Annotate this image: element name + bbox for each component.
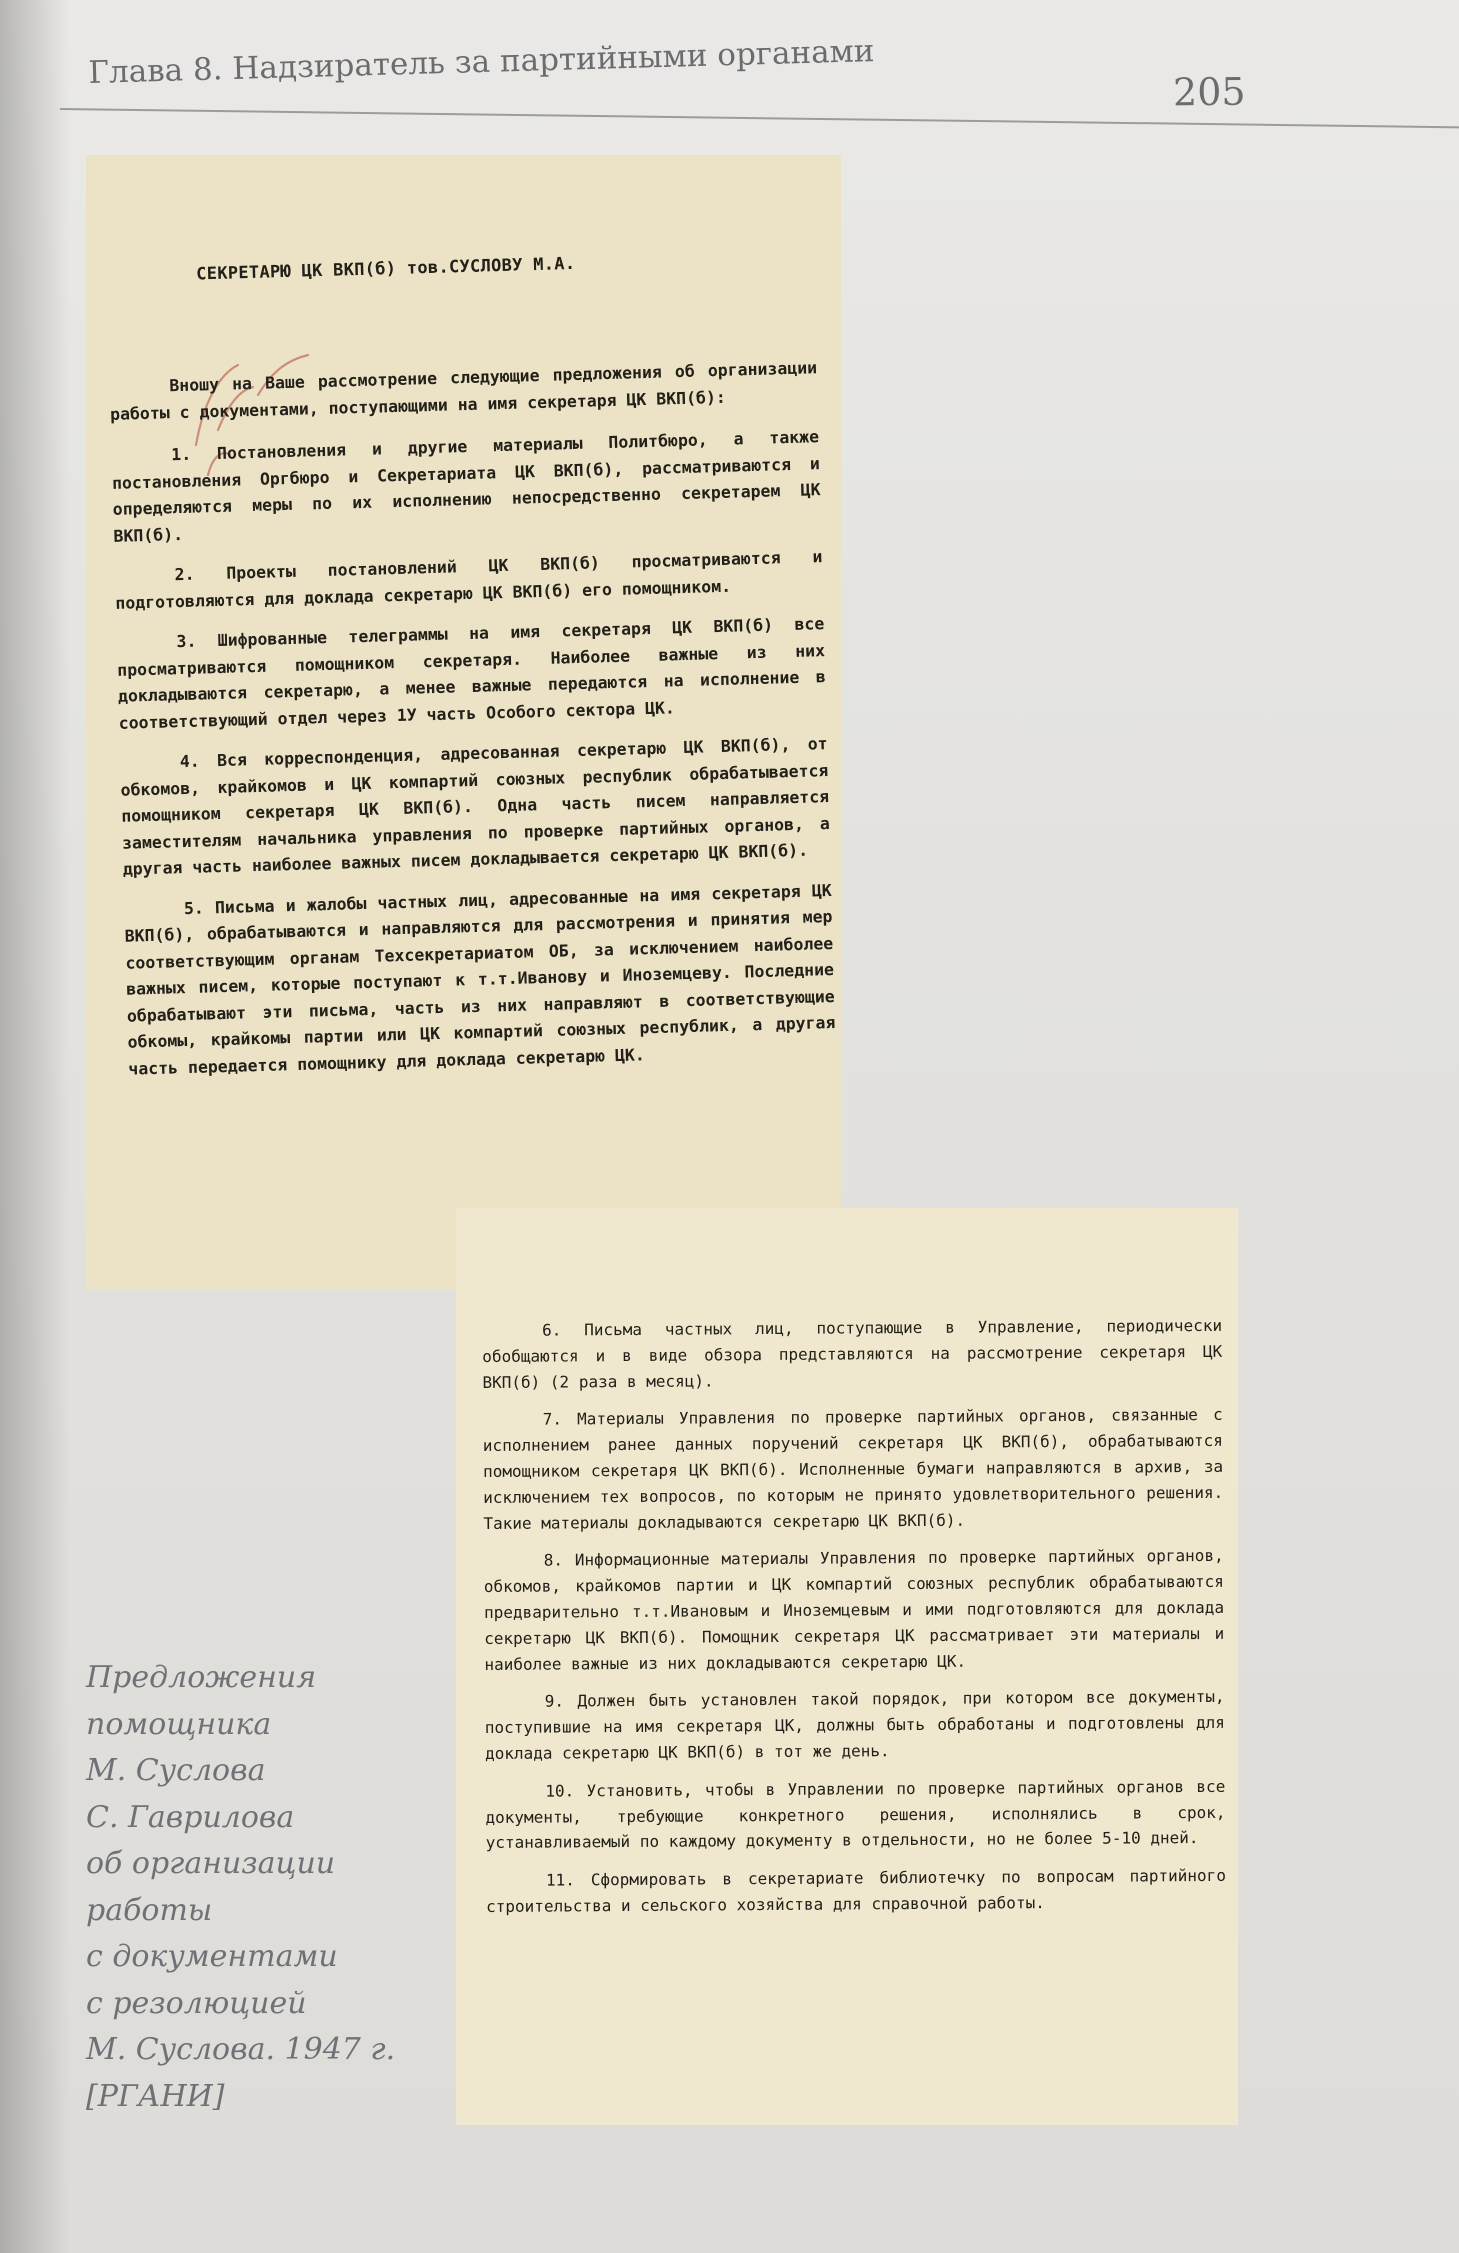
caption-line: помощника <box>86 1706 272 1742</box>
document-text-bottom <box>482 1313 1226 1920</box>
paragraph-6: 6. Письма частных лиц, поступающие в Управление, периодически обобщаются и в виде обзора представляются на рассмотрение секретаря ЦК ВКП(б) (2 раза в месяц). <box>482 1315 1223 1392</box>
paragraph-5: 5. Письма и жалобы частных лиц, адресованные на имя секретаря ЦК ВКП(б), обрабатываются и направляются для рассмотрения и принятия мер соответствующим органам Техсекретариатом ОБ, за исключением наиболее важных писем, которые поступают к т.т.Иванову и Иноземцеву. Последние обрабатывают эти письма, часть из них направляют в соответствующие обкомы, крайкомы партии или ЦК компартий союзных республик, а другая часть передается помощнику для доклада секретарю ЦК. <box>124 880 836 1079</box>
document-text-top <box>106 247 837 1082</box>
running-head: Глава 8. Надзиратель за партийными органами <box>88 33 875 91</box>
caption-line: с резолюцией <box>86 1985 307 2021</box>
caption-line: об организации <box>86 1846 336 1881</box>
binding-shadow <box>0 0 70 2253</box>
caption-line: Предложения <box>86 1660 317 1695</box>
caption-line: М. Суслова. 1947 г. <box>86 2032 396 2067</box>
figure-caption <box>86 1655 396 2120</box>
addressee-line: СЕКРЕТАРЮ ЦК ВКП(б) тов.СУСЛОВУ М.А. <box>195 253 576 285</box>
paragraph-1: 1. Постановления и другие материалы Политбюро, а также постановления Оргбюро и Секретариата ЦК ВКП(б), рассматриваются и определяются меры по их исполнению непосредственно секретарем ЦК ВКП(б). <box>111 427 821 546</box>
paragraph-2: 2. Проекты постановлений ЦК ВКП(б) просматриваются и подготовляются для доклада секретарю ЦК ВКП(б) его помощником. <box>115 547 823 613</box>
document-sheet-2 <box>456 1208 1238 2125</box>
paragraph-10: 10. Установить, чтобы в Управлении по проверке партийных органов все документы, требующие конкретного решения, исполнялись в срок, устанавливаемый по каждому документу в отдельности, но не более 5-10 дней. <box>485 1776 1226 1853</box>
page-number: 205 <box>1172 69 1246 115</box>
paragraph-4: 4. Вся корреспонденция, адресованная секретарю ЦК ВКП(б), от обкомов, крайкомов и ЦК компартий союзных республик обрабатывается помощником секретаря ЦК ВКП(б). Одна часть писем направляется заместителям начальника управления по проверке партийных органов, а другая часть наиболее важных писем докладывается секретарю ЦК ВКП(б). <box>120 734 831 879</box>
caption-line: С. Гаврилова <box>86 1799 295 1835</box>
caption-line: работы <box>86 1892 213 1928</box>
caption-line: [РГАНИ] <box>86 2078 225 2114</box>
caption-line: М. Суслова <box>86 1753 266 1788</box>
document-sheet-1 <box>86 155 841 1290</box>
paragraph-3: 3. Шифрованные телеграммы на имя секретаря ЦК ВКП(б) все просматриваются помощником секретаря. Наиболее важные из них докладываются секретарю, а менее важные передаются на исполнение в соответствующий отдел через 1У часть Особого сектора ЦК. <box>116 614 826 733</box>
caption-line: с документами <box>86 1939 338 1974</box>
paragraph-8: 8. Информационные материалы Управления по проверке партийных органов, обкомов, крайкомов партии и ЦК компартий союзных республик обрабатываются предварительно т.т.Ивановым и Иноземцевым и ими подготовляются для доклада секретарю ЦК ВКП(б). Помощник секретаря ЦК рассматривает эти материалы и наиболее важные из них докладываются секретарю ЦК. <box>483 1546 1225 1674</box>
header-rule <box>60 108 1459 128</box>
paragraph-7: 7. Материалы Управления по проверке партийных органов, связанные с исполнением ранее данных поручений секретаря ЦК ВКП(б), обрабатываются помощником секретаря ЦК ВКП(б). Исполненные бумаги направляются в архив, за исключением тех вопросов, по которым не принято удовлетворительного решения. Такие материалы докладываются секретарю ЦК ВКП(б). <box>482 1405 1224 1533</box>
paragraph-9: 9. Должен быть установлен такой порядок, при котором все документы, поступившие на имя секретаря ЦК, должны быть обработаны и подготовлены для доклада секретарю ЦК ВКП(б) в тот же день. <box>484 1687 1225 1763</box>
intro-paragraph: Вношу на Ваше рассмотрение следующие предложения об организации работы с документами, поступающими на имя секретаря ЦК ВКП(б): <box>109 358 818 424</box>
paragraph-11: 11. Сформировать в секретариате библиотечку по вопросам партийного строительства и сельского хозяйства для справочной работы. <box>486 1865 1226 1916</box>
